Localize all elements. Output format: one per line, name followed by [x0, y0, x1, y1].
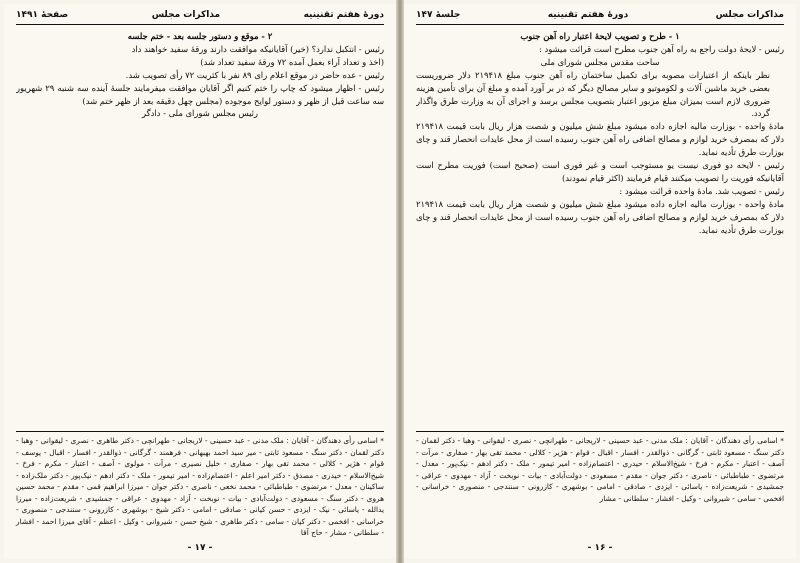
left-section-title: ۲ - موقع و دستور جلسه بعد - ختم جلسه: [127, 31, 273, 41]
right-page-number: - ۱۶ -: [587, 543, 613, 553]
book-gutter: [396, 0, 404, 563]
right-paragraph: مادهٔ واحده - بوزارت مالیه اجازه داده میشود مبلغ شش میلیون و شصت هزار ریال بابت قیمت ۲۱۹۴۱۸ دلار که بمصرف خرید لوازم و مصالح اضافی راه آهن جنوب رسیده است از محل عایدات انحصار قند و چای بوزارت طرق تأدیه نماید.: [416, 121, 784, 158]
right-paragraph: رئیس - تصویب شد. مادهٔ واحده قرائت میشود :: [619, 185, 784, 196]
right-paragraph: رئیس - لایحهٔ دولت راجع به راه آهن جنوب مطرح است قرائت میشود :: [538, 43, 784, 54]
right-address: ساحت مقدس مجلس شورای ملی: [540, 56, 660, 67]
left-header-title: مذاکرات مجلس: [151, 10, 221, 20]
right-paragraph: رئیس - لایحه دو فوری نیست یو مستوجب است و غیر فوری است (صحیح است) فوریت مطرح است آقایانیکه فوریت را تصویب میکنند قیام فرمایند (اکثر قیام نمودند): [416, 160, 784, 183]
left-paragraph: رئیس - انتکبل ندارد؟ (خیر) آقایانیکه موافقت دارند ورقهٔ سفید خواهند داد: [131, 43, 384, 54]
right-page-body: [416, 30, 784, 428]
right-section-title: ۱ - طرح و تصویب لایحهٔ اعتبار راه آهن جنوب: [520, 31, 680, 41]
left-page-header: [16, 8, 384, 25]
right-footnote: * اسامی رأی دهندگان - آقایان : ملک مدنی - عبد حسینی - لاریجانی - طهرانچی - نصری - لیقوانی - وهبا - دکتر لقمان - دکتر سنگ - مسعود ثابتی - گرگانی - ذوالقدر - افسار - اقبال - قوام - هژیر - کلالی - محمد تقی بهار - صفاری - مرآت - آصف - اعتبار - مکرم - فرخ - شیخ‌الاسلام - حیدری - اعتصام‌زاده - امیر تیمور - ملک - دکتر ادهم - نیک‌پور - معدل - مرتضوی - طباطبائی - ناصری - دکتر جوان - مقدم - مسعودی - دولت‌آبادی - بیات - نوبخت - آزاد - مهدوی - عراقی - جمشیدی - شریعت‌زاده - یاسائی - ایزدی - صادقی - امامی - بوشهری - کازرونی - سنندجی - منصوری - خراسانی - افخمی - سامی - شیروانی - وکیل - افشار - سلطانی - مشار: [416, 436, 784, 503]
left-paragraph: رئیس - اظهار میشود که چاپ را ختم کنیم اگر آقایان موافقت میفرمایند جلسهٔ آینده سه شنبه ۲۹ شهریور سه ساعت قبل از ظهر و دستور لوایح موجوده (مجلس چهل دقیقه بعد از ظهر ختم شد): [16, 82, 384, 106]
left-paragraph: رئیس - عده حاضر در موقع اعلام رای ۸۹ نفر با کثریت ۷۲ رأی تصویب شد.: [125, 69, 384, 80]
right-paragraph: مادهٔ واحده - بوزارت مالیه اجازه داده میشود مبلغ شش میلیون و شصت هزار ریال بابت قیمت ۲۱۹۴۱۸ دلار که بمصرف خرید لوازم و مصالح اضافی راه آهن جنوب رسیده است از محل عایدات انحصار قند و چای بوزارت طرق تأدیه نماید.: [416, 198, 784, 235]
left-footnote-divider: [16, 431, 384, 432]
left-signature: رئیس مجلس شورای ملی - دادگر: [142, 108, 258, 119]
left-footnote: * اسامی رأی دهندگان - آقایان : ملک مدنی - عبد حسینی - لاریجانی - طهرانچی - دکتر طاهری - نصری - لیقوانی - وهبا - دکتر لقمان - دکتر سنگ - مسعود ثابتی - میر سید احمد بهبهانی - فرهمند - گرگانی - ذوالقدر - افسار - اقبال - یوسف - قوام - هژیر - کلالی - محمد تقی بهار - صفاری - خلیل نصیری - مرآت - مولوی - آصف - اعتبار - مکرم - فرخ - شیخ‌الاسلام - حیدری - مصدق - دکتر امیر اعلم - اعتصام‌زاده - امیر تیمور - ملک - دکتر ادهم - نیک‌پور - دکتر ملک‌زاده - ساکینان - معدل - مرتضوی - طباطبائی - محمد نخعی - ناصری - دکتر جوان - میرزا ابراهیم قمی - مقدم - محمد حسین هروی - دکتر سنگ - مسعودی - دولت‌آبادی - بیات - نوبخت - آزاد - مهدوی - عراقی - جمشیدی - شریعت‌زاده - میرزا یدالله - یاسائی - نیک - ایزدی - حسن کیانی - صادقی - امامی - دکتر شیخ - بوشهری - کازرونی - سنندجی - منصوری - خراسانی - افخمی - دکتر کیان - سامی - دکتر طاهری - شیخ حسن - شیروانی - وکیل - اعظم - آقای میرزا احمد - افشار - سلطانی - مشار - حاج آقا: [16, 436, 384, 537]
right-paragraph: نظر باینکه از اعتبارات مصوبه برای تکمیل ساختمان راه آهن جنوب مبلغ ۲۱۹۴۱۸ دلار ضروریست بعضی خرید ماشین آلات و لکوموتیو و سایر مصالح دیگر که در بر آورد آمده و مبلغ آن برای تأمین هزینه ضروری لازم است بمیزان مبلغ مزبور اعتبار بتصویب مجلس برسد و اجرای آن به وزارت طرق واگذار گردد.: [416, 69, 770, 119]
left-paragraph: (اخذ و تعداد آراء بعمل آمده ۷۲ ورقهٔ سفید تعداد شد): [200, 56, 384, 67]
right-header-session: جلسهٔ ۱۴۷: [416, 10, 461, 20]
left-page: [4, 4, 396, 559]
left-page-number: - ۱۷ -: [187, 543, 213, 553]
left-header-volume: دورهٔ هفتم تقنينیه: [303, 10, 384, 20]
left-page-body: [16, 30, 384, 428]
right-header-title: مذاکرات مجلس: [715, 10, 784, 20]
right-page-header: [416, 8, 784, 25]
right-page: [404, 4, 796, 559]
left-header-page: صفحهٔ ۱۴۹۱: [16, 10, 69, 20]
right-header-volume: دورهٔ هفتم تقنينیه: [547, 10, 629, 20]
right-footnote-divider: [416, 431, 784, 432]
